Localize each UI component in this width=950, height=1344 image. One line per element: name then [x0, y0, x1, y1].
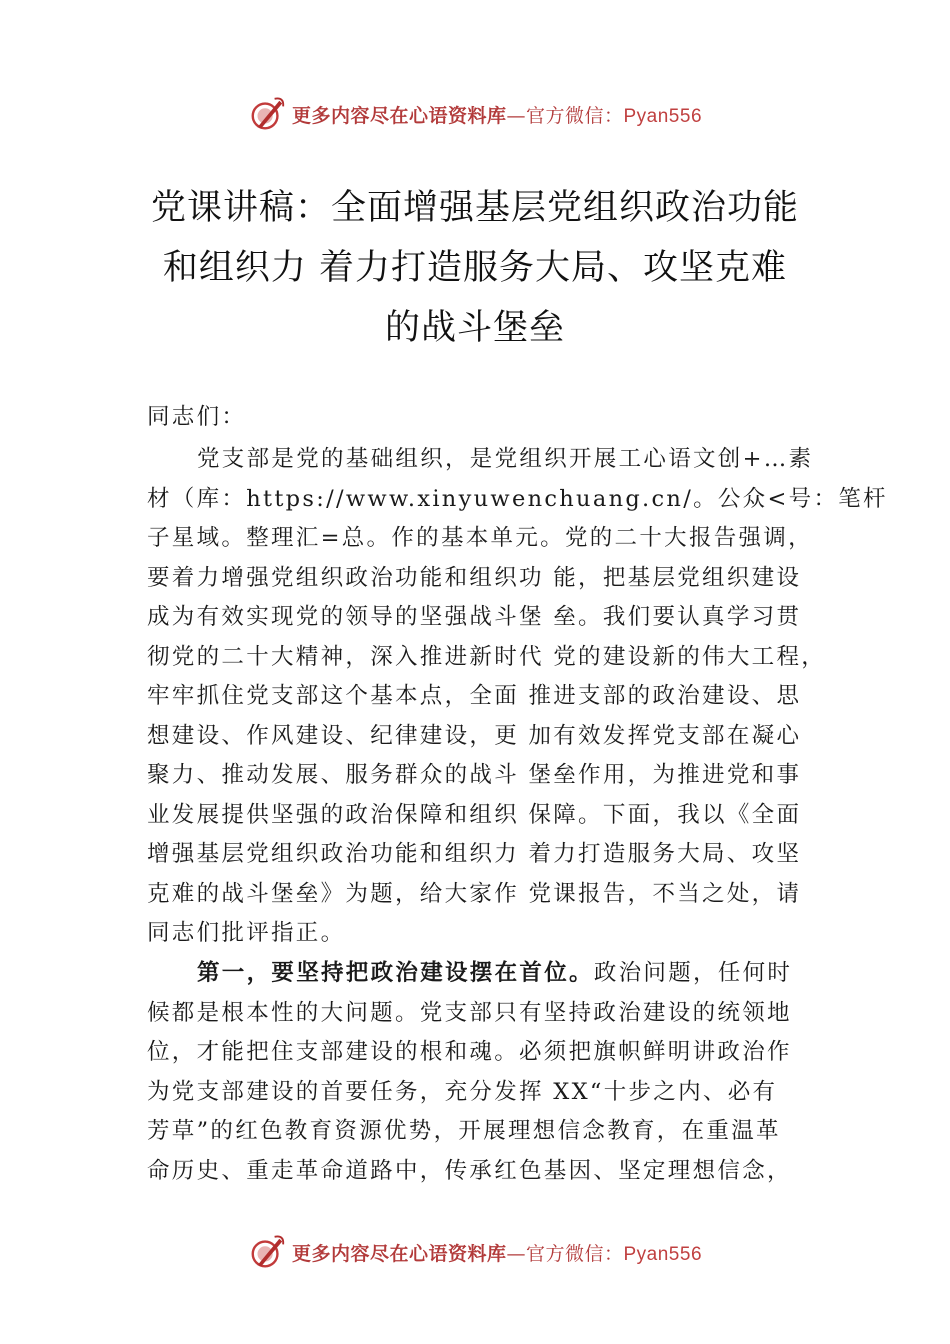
- text-line: 彻党的二十大精神，深入推进新时代 党的建设新的伟大工程，: [147, 643, 827, 670]
- text-line: 业发展提供坚强的政治保障和组织 保障。下面，我以《全面: [147, 801, 802, 828]
- text-line: 聚力、推动发展、服务群众的战斗 堡垒作用，为推进党和事: [147, 762, 802, 788]
- title-line: 和组织力 着力打造服务大局、攻坚克难: [162, 248, 788, 288]
- text-line: 党支部是党的基础组织，是党组织开展工心语文创+…素: [197, 446, 814, 472]
- banner-library-name: 更多内容尽在心语资料库: [291, 1242, 507, 1265]
- paragraph-2: [147, 954, 827, 1191]
- banner-separator: —: [506, 104, 526, 127]
- text-line: 材（库：https://www.xinyuwenchuang.cn/。公众<号：笔杆: [147, 485, 888, 512]
- text-line: 为党支部建设的首要任务，充分发挥 XX“十步之内、必有: [147, 1078, 778, 1105]
- quill-logo-icon: [248, 95, 286, 133]
- header-banner: [0, 94, 950, 134]
- text-line: 要着力增强党组织政治功能和组织功 能，把基层党组织建设: [147, 564, 802, 591]
- text-line: 成为有效实现党的领导的坚强战斗堡 垒。我们要认真学习贯: [147, 604, 802, 630]
- text-line: 候都是根本性的大问题。党支部只有坚持政治建设的统领地: [147, 999, 792, 1026]
- document-title: [100, 178, 850, 358]
- text-line: 克难的战斗堡垒》为题，给大家作 党课报告，不当之处，请: [147, 880, 802, 907]
- footer-banner: [0, 1232, 950, 1272]
- text-line: 同志们批评指正。: [147, 920, 346, 946]
- banner-library-name: 更多内容尽在心语资料库: [291, 104, 507, 127]
- banner-separator: —: [506, 1242, 526, 1265]
- text-line: [147, 954, 827, 994]
- title-line: 党课讲稿：全面增强基层党组织政治功能: [150, 188, 799, 228]
- banner-text: [292, 101, 702, 128]
- text-line: 牢牢抓住党支部这个基本点，全面 推进支部的政治建设、思: [147, 683, 802, 709]
- text-line: 位，才能把住支部建设的根和魂。必须把旗帜鲜明讲政治作: [147, 1039, 792, 1065]
- greeting-text: 同志们：: [147, 404, 247, 430]
- title-line: 的战斗堡垒: [384, 308, 565, 348]
- text-line: 命历史、重走革命道路中，传承红色基因、坚定理想信念，: [147, 1157, 792, 1184]
- text-line: 想建设、作风建设、纪律建设，更 加有效发挥党支部在凝心: [147, 722, 802, 749]
- section-heading: 第一，要坚持把政治建设摆在首位。: [197, 960, 594, 986]
- banner-text: [292, 1239, 702, 1266]
- text-line: 子星域。整理汇=总。作的基本单元。党的二十大报告强调，: [147, 525, 813, 551]
- text-line: 芳草”的红色教育资源优势，开展理想信念教育，在重温革: [147, 1118, 781, 1144]
- banner-wechat-id: Pyan556: [623, 105, 703, 127]
- banner-wechat-id: Pyan556: [623, 1243, 703, 1265]
- heading-continuation: 政治问题，任何时: [593, 960, 793, 986]
- paragraph-1: [147, 440, 888, 954]
- banner-wechat-label: 官方微信：: [525, 1242, 624, 1265]
- greeting: [147, 398, 827, 438]
- banner-wechat-label: 官方微信：: [525, 104, 624, 127]
- quill-logo-icon: [248, 1233, 286, 1271]
- text-line: 增强基层党组织政治功能和组织力 着力打造服务大局、攻坚: [147, 841, 802, 867]
